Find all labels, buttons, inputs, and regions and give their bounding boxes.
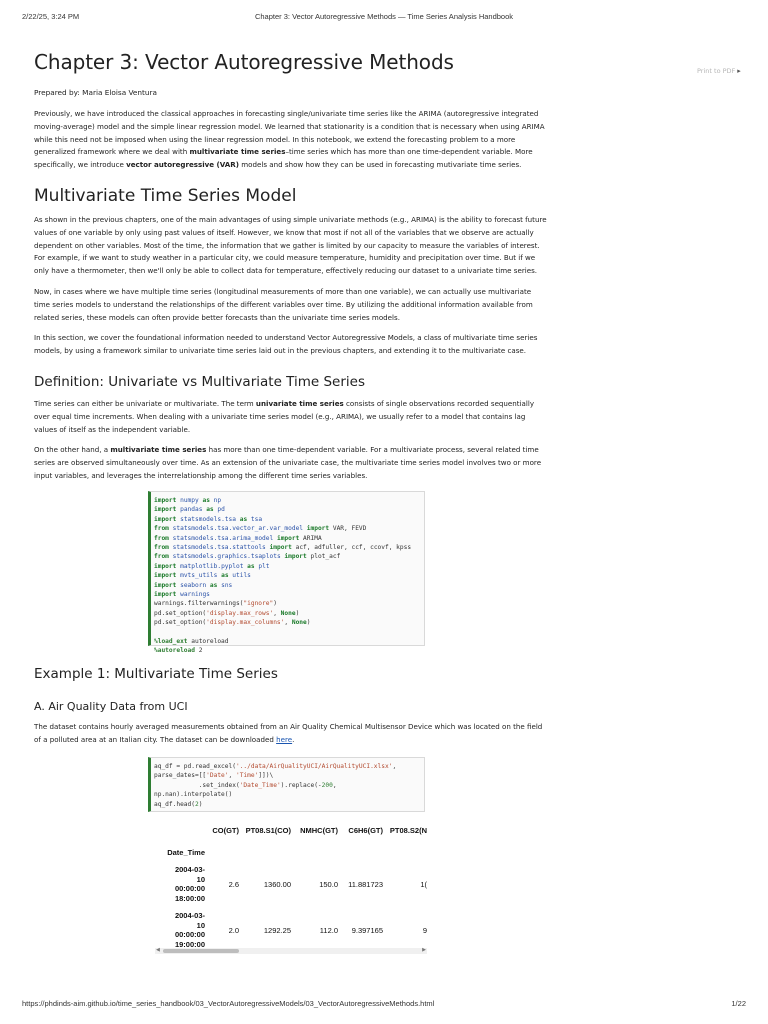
column-header: NMHC(GT) (300, 826, 338, 835)
code-line (154, 543, 420, 552)
example-subheading: A. Air Quality Data from UCI (34, 700, 188, 713)
table-cell: 1360.00 (263, 879, 291, 889)
row-index (155, 861, 205, 907)
code-token: as (247, 562, 255, 570)
code-token: as (209, 581, 218, 589)
download-here-link[interactable]: here (276, 734, 293, 744)
code-line (154, 609, 420, 618)
code-line (154, 800, 420, 809)
code-line (154, 496, 420, 505)
dataframe-output (155, 818, 427, 956)
code-line (154, 771, 420, 780)
intro-bold-2: vector autoregressive (VAR) (126, 160, 239, 170)
code-token: 'display.max_columns' (206, 619, 285, 627)
index-corner (155, 818, 205, 835)
row-index (155, 907, 205, 953)
print-header (22, 12, 746, 24)
table-cell: 9.397165 (351, 925, 383, 935)
print-date: 2/22/25, 3:24 PM (22, 12, 80, 21)
definition-paragraph-1 (34, 398, 549, 436)
code-line (154, 515, 420, 524)
code-token: import (154, 515, 177, 523)
row-index-part: 2004-03- (174, 865, 205, 874)
horizontal-scrollbar[interactable] (155, 948, 427, 954)
code-line (154, 627, 420, 636)
row-index-part: 10 (196, 920, 205, 930)
intro-paragraph (34, 108, 549, 172)
code-token: ) (198, 800, 203, 808)
code-token: statsmodels.tsa (180, 515, 236, 523)
example-section (34, 666, 549, 747)
table-cell: 11.881723 (348, 879, 383, 889)
code-token: aq_df = pd.read_excel( (154, 763, 236, 770)
column-header: C6H6(GT) (348, 826, 383, 835)
row-index-part: 00:00:00 (174, 930, 205, 939)
code-token: 2 (194, 800, 199, 808)
code-token: import (269, 543, 292, 551)
code-token: 'Time' (235, 772, 259, 780)
print-to-pdf-label: Print to PDF (697, 67, 736, 75)
code-token: import (154, 572, 177, 580)
code-token: 200 (321, 781, 333, 789)
code-line (154, 552, 420, 561)
code-token: 'Date_Time' (239, 781, 281, 789)
table-cell: 1292.25 (263, 925, 291, 935)
code-token: import (154, 562, 177, 570)
code-token: 'Date' (206, 772, 229, 780)
code-line (154, 790, 420, 799)
code-token: import (284, 553, 307, 561)
code-cell-read-excel[interactable] (148, 757, 425, 812)
code-token: matplotlib.pyplot (180, 562, 244, 570)
code-token: from (154, 525, 169, 533)
def-bold-1: univariate time series (255, 398, 344, 408)
code-token: as (239, 515, 248, 523)
table-cell: 150.0 (319, 879, 338, 889)
code-token: import (276, 534, 300, 542)
code-token: , (392, 763, 397, 770)
code-token: "ignore" (243, 600, 274, 608)
code-line (154, 781, 420, 790)
definition-paragraph-2 (34, 444, 549, 482)
code-token: import (306, 525, 330, 533)
print-to-pdf-button[interactable] (697, 67, 741, 75)
code-token: ]])\ (258, 772, 274, 780)
code-token: '../data/AirQualityUCI/AirQualityUCI.xlsx' (235, 763, 393, 770)
row-index-part: 19:00:00 (174, 939, 205, 949)
row-index-part: 18:00:00 (174, 893, 205, 903)
code-token: import (154, 581, 177, 589)
scrollbar-thumb[interactable] (163, 949, 239, 953)
code-token: %load_ext (154, 637, 188, 645)
example-paragraph (34, 721, 549, 747)
page-url: https://phdinds-aim.github.io/time_series_handbook/03_VectorAutoregressiveModels/03_VectorAutoregressiveMethods.html (22, 999, 435, 1008)
code-line (154, 646, 420, 655)
code-line (154, 599, 420, 608)
table-cell: 2.0 (228, 925, 239, 935)
mts-paragraph-3: In this section, we cover the foundational information needed to understand Vector Autoregressive Models, a class of multivariate time series models, by using a framework similar to univariate time series laid out in the previous chapters, and extending it to the multivariate case. (34, 333, 538, 356)
index-name: Date_Time (167, 848, 205, 857)
code-line (154, 581, 420, 590)
page-number: 1/22 (731, 999, 746, 1008)
intro-bold-1: multivariate time series (189, 147, 286, 157)
code-token: 2 (194, 647, 203, 655)
section-heading-mts: Multivariate Time Series Model (34, 185, 297, 206)
code-token: warnings (180, 590, 210, 598)
code-token: aq_df.head( (154, 800, 195, 808)
code-token: statsmodels.tsa.stattools (172, 543, 266, 551)
index-name-row (155, 835, 427, 861)
code-token: pd.set_option( (154, 609, 207, 617)
scroll-left-icon[interactable]: ◀ (156, 947, 160, 953)
code-token: , (284, 619, 292, 627)
table-cell: 112.0 (319, 925, 338, 935)
article-content (34, 50, 549, 483)
column-header: PT08.S1(CO) (245, 826, 291, 835)
table-cell: 1( (420, 879, 427, 889)
code-token: pd.set_option( (154, 619, 207, 627)
def-text-2a: On the other hand, a (34, 445, 111, 455)
row-index-part: 10 (196, 874, 205, 884)
code-line (154, 637, 420, 646)
code-line (154, 618, 420, 627)
code-line (154, 590, 420, 599)
code-token: np (213, 497, 222, 504)
print-footer (22, 999, 746, 1011)
code-token: statsmodels.graphics.tsaplots (172, 553, 281, 561)
scroll-right-icon[interactable]: ▶ (422, 947, 426, 953)
code-token: %autoreload (154, 647, 195, 655)
code-token: seaborn (180, 581, 207, 589)
code-token: statsmodels.tsa.vector_ar.var_model (172, 525, 304, 533)
table-header-row (155, 818, 427, 835)
code-token: autoreload (187, 637, 229, 645)
def-text-1c: consists of single observations recorded sequentially over equal time increments. When dealing with a univariate time series model (e.g., ARIMA), we usually refer to a model that contains lag values of itself as the independent variable. (34, 398, 535, 434)
code-token: np.nan).interpolate() (154, 791, 233, 799)
code-line (154, 571, 420, 580)
code-token: ) (295, 609, 300, 617)
mts-paragraph-2: Now, in cases where we have multiple time series (longitudinal measurements of more than one variable), we can actually use multivariate time series models to understand the relationships of the different variables over time. By utilizing the additional information available from related series, these models can often provide better forecasts than the univariate time series models. (34, 286, 533, 322)
code-token: numpy (180, 497, 199, 504)
code-token: ).replace(- (280, 781, 322, 789)
code-line (154, 534, 420, 543)
code-token: .set_index( (154, 781, 240, 789)
code-token: plt (258, 562, 270, 570)
code-token: , (273, 609, 281, 617)
intro-text-2: –time series which has more than one time-dependent variable. More specifically, we introduce (34, 147, 533, 170)
example-heading: Example 1: Multivariate Time Series (34, 666, 278, 682)
code-token: ARIMA (299, 534, 322, 542)
example-text: The dataset contains hourly averaged measurements obtained from an Air Quality Chemical Multisensor Device which was located on the field of a polluted area at an Italian city. The dataset can be downloaded (34, 722, 543, 744)
code-token: utils (232, 572, 251, 580)
code-token: as (202, 497, 210, 504)
section-heading-definition: Definition: Univariate vs Multivariate Time Series (34, 373, 366, 390)
code-token: 'display.max_rows' (206, 609, 274, 617)
code-token: VAR, FEVD (329, 525, 367, 533)
code-token: import (154, 590, 177, 598)
code-token: from (154, 553, 169, 561)
code-token: sns (221, 581, 233, 589)
code-token: warnings.filterwarnings( (154, 600, 244, 608)
code-token: , (332, 781, 337, 789)
code-token: acf, adfuller, ccf, ccovf, kpss (291, 543, 412, 551)
row-index-part: 2004-03- (174, 911, 205, 920)
example-text-end: . (292, 734, 295, 744)
code-line (154, 524, 420, 533)
code-token: None (280, 609, 296, 617)
code-token: pandas (180, 506, 203, 514)
code-token: from (154, 534, 169, 542)
print-page-title: Chapter 3: Vector Autoregressive Methods — Time Series Analysis Handbook (254, 12, 514, 21)
code-line (154, 505, 420, 514)
code-token: statsmodels.tsa.arima_model (172, 534, 274, 542)
code-token: from (154, 543, 169, 551)
code-token: ) (306, 619, 311, 627)
code-line (154, 562, 420, 571)
table-cell: 9 (422, 925, 427, 935)
code-token: mvts_utils (180, 572, 218, 580)
code-token: , (228, 772, 236, 780)
code-token: tsa (250, 515, 263, 523)
chevron-right-icon: ▸ (737, 67, 741, 75)
code-line (154, 762, 420, 771)
code-token: as (206, 506, 214, 514)
table-row (155, 861, 427, 907)
mts-paragraph-1: As shown in the previous chapters, one of the main advantages of using simple univariate methods (e.g., ARIMA) is the ability to forecast future values of one variable by only using past values of itself. However, we know that most if not all of the variables that we observe are actually dependent on other variables. Most of the time, the information that we gather is limited by our capacity to measure the variables of interest. For example, if we want to study weather in a particular city, we could measure temperature, humidity and precipitation over time. But if we only have a thermometer, then we'll only be able to collect data for temperature, effectively reducing our dataset to a univariate time series. (34, 214, 547, 276)
code-token: None (291, 619, 307, 627)
column-header: PT08.S2(N (389, 826, 427, 835)
column-header: CO(GT) (212, 826, 239, 835)
code-token: import (154, 506, 177, 514)
def-bold-2: multivariate time series (110, 445, 207, 455)
row-index-part: 00:00:00 (174, 884, 205, 893)
code-token: ) (273, 600, 277, 608)
code-token: parse_dates=[[ (154, 772, 207, 780)
code-cell-imports[interactable] (148, 491, 425, 655)
code-token: import (154, 497, 177, 504)
def-text-1a: Time series can either be univariate or multivariate. The term (34, 398, 256, 408)
table-cell: 2.6 (228, 879, 239, 889)
code-token: plot_acf (306, 553, 341, 561)
intro-text-3: models and show how they can be used in forecasting mutivariate time series. (239, 160, 522, 170)
def-text-2c: has more than one time-dependent variable. For a multivariate process, several related time series are observed simultaneously over time. As an extension of the univariate case, the multivariate time series model involves two or more input variables, and leverages the interrelationship among the different time series variables. (34, 445, 542, 480)
author-byline: Prepared by: Maria Eloisa Ventura (34, 88, 157, 97)
code-token: pd (217, 506, 225, 514)
intro-text-1: Previously, we have introduced the classical approaches in forecasting single/univariate time series like the ARIMA (autoregressive integrated moving-average) model and the simple linear regression model. We learned that stationarity is a condition that is necessary when using ARIMA while this need not be imposed when using the linear regression model. In this notebook, we extend the forecasting problem to a more generalized framework where we deal with (34, 109, 545, 157)
code-token: as (221, 572, 229, 580)
chapter-title: Chapter 3: Vector Autoregressive Methods (34, 50, 454, 74)
table-row (155, 907, 427, 953)
